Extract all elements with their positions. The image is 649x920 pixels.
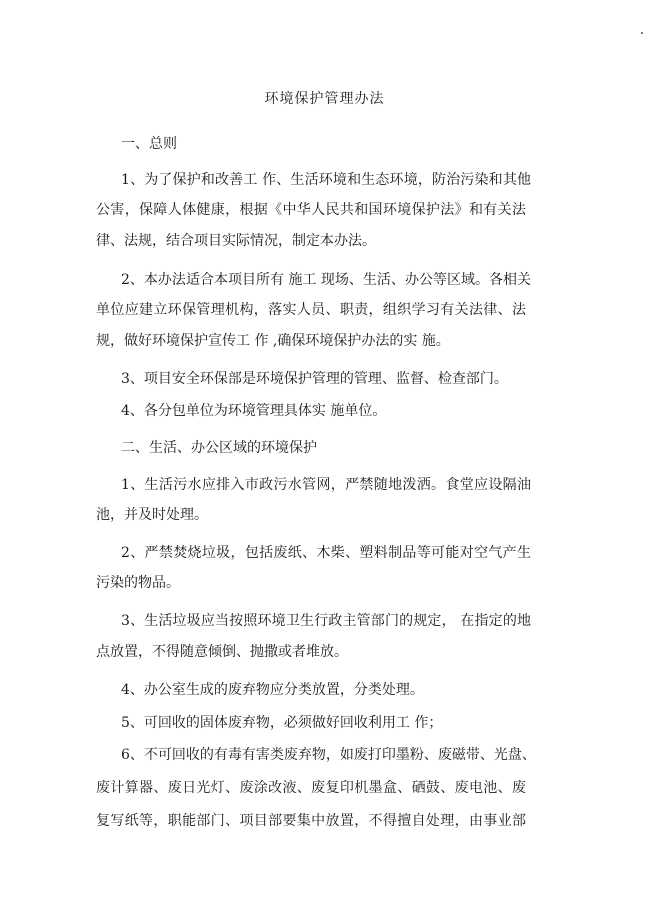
paragraph-line: 池，并及时处理。 xyxy=(96,507,208,523)
page-title: 环境保护管理办法 xyxy=(264,91,385,107)
paragraph-line: 废计算器、废日光灯、废涂改液、废复印机墨盒、硒鼓、废电池、废 xyxy=(96,780,526,796)
paragraph-line: 污染的物品。 xyxy=(96,575,180,591)
paragraph-line: 4、办公室生成的废弃物应分类放置，分类处理。 xyxy=(121,682,424,698)
paragraph-line: 单位应建立环保管理机构，落实人员、职责，组织学习有关法律、法 xyxy=(96,302,526,318)
paragraph-line: 2、严禁焚烧垃圾，包括废纸、木柴、塑料制品等可能对空气产生 xyxy=(121,545,531,561)
paragraph-line: 公害，保障人体健康，根据《中华人民共和国环境保护法》和有关法 xyxy=(96,202,526,218)
paragraph-line: 3、项目安全环保部是环境保护管理的管理、监督、检查部门。 xyxy=(121,371,508,387)
paragraph-line: 3、生活垃圾应当按照环境卫生行政主管部门的规定， 在指定的地 xyxy=(121,613,531,629)
paragraph-line: 律、法规，结合项目实际情况，制定本办法。 xyxy=(96,233,376,249)
paragraph-line: 点放置，不得随意倾倒、抛撒或者堆放。 xyxy=(96,644,348,660)
paragraph-line: 6、不可回收的有毒有害类废弃物，如废打印墨粉、废磁带、光盘、 xyxy=(121,747,536,763)
paragraph-line: 复写纸等，职能部门、项目部要集中放置，不得擅自处理，由事业部 xyxy=(96,813,526,829)
section-heading-living-office: 二、生活、办公区域的环境保护 xyxy=(121,440,317,456)
paragraph-line: 规，做好环境保护宣传工 作 ,确保环境保护办法的实 施。 xyxy=(96,333,450,349)
paragraph-line: 1、为了保护和改善工 作、生活环境和生态环境，防治污染和其他 xyxy=(121,172,531,188)
paragraph-line: 5、可回收的固体废弃物，必须做好回收利用工 作； xyxy=(121,715,443,731)
section-heading-general: 一、总则 xyxy=(121,136,177,152)
paragraph-line: 2、本办法适合本项目所有 施工 现场、生活、办公等区域。各相关 xyxy=(121,272,531,288)
paragraph-line: 4、各分包单位为环境管理具体实 施单位。 xyxy=(121,403,387,419)
corner-mark xyxy=(641,32,643,34)
paragraph-line: 1、生活污水应排入市政污水管网，严禁随地泼洒。食堂应设隔油 xyxy=(121,477,531,493)
